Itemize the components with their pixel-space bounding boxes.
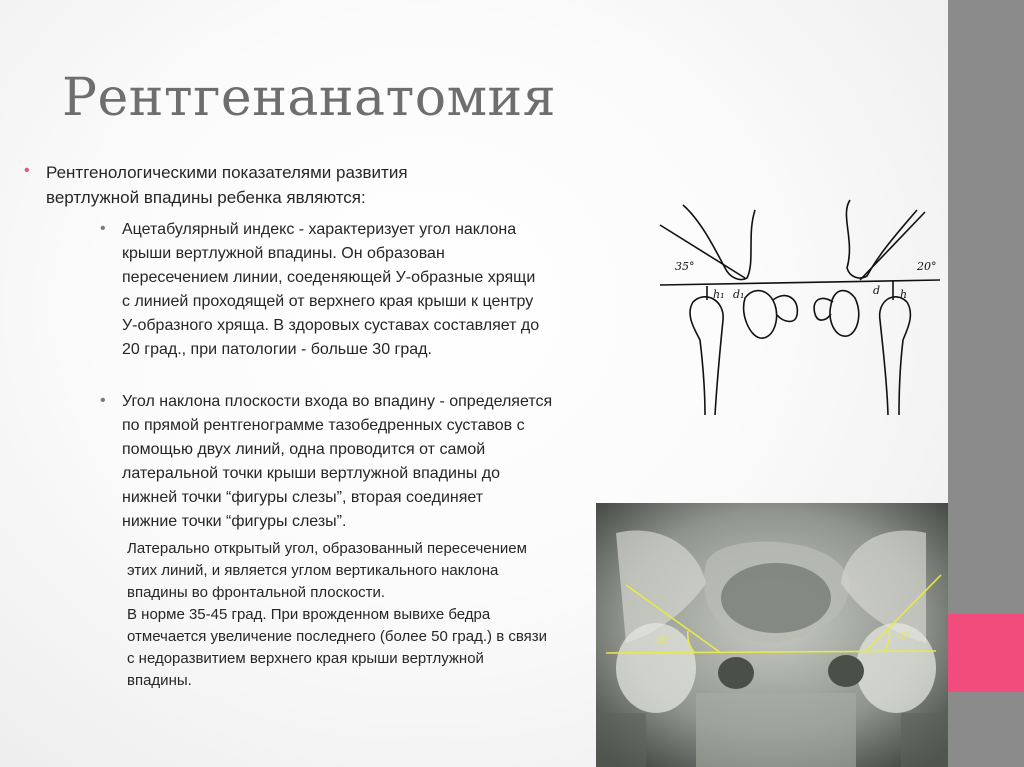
left-femur-outline bbox=[693, 297, 723, 415]
left-pubic-bone bbox=[744, 291, 777, 339]
text-line: помощью двух линий, одна проводится от самой bbox=[122, 441, 486, 458]
horizontal-reference-line bbox=[660, 280, 940, 285]
text-line: с недоразвитием верхнего края крыши вертлужной bbox=[127, 650, 484, 667]
text-line: впадины. bbox=[127, 672, 192, 689]
bullet-icon: • bbox=[24, 162, 30, 179]
text-line: пересечением линии, соеденяющей У-образные хрящи bbox=[122, 269, 536, 286]
text-line: Ацетабулярный индекс - характеризует угол наклона bbox=[122, 221, 517, 238]
sub-bullet-icon: • bbox=[100, 220, 106, 237]
paragraph-norm-values bbox=[127, 604, 632, 692]
diagram-left-angle-label: 35° bbox=[675, 260, 695, 273]
diagram-right-angle-label: 20° bbox=[917, 260, 937, 273]
text-line: нижние точки “фигуры слезы”. bbox=[122, 513, 347, 530]
right-femur-outline bbox=[880, 297, 907, 415]
text-line: крыши вертлужной впадины. Он образован bbox=[122, 245, 445, 262]
sub-bullet-inclination-angle bbox=[122, 390, 647, 534]
text-line: Угол наклона плоскости входа во впадину - определяется bbox=[122, 393, 553, 410]
xray-left-angle-label: 35° bbox=[656, 635, 670, 645]
right-femur-inner bbox=[899, 302, 910, 415]
diagram-h-label: h bbox=[900, 288, 908, 301]
diagram-d1-label: d₁ bbox=[733, 288, 745, 301]
xray-right-angle-label: 45° bbox=[896, 631, 910, 641]
main-bullet bbox=[46, 160, 546, 210]
text-line: вертлужной впадины ребенка являются: bbox=[46, 188, 366, 207]
text-line: по прямой рентгенограмме тазобедренных суставов с bbox=[122, 417, 525, 434]
right-ilium-contour bbox=[846, 200, 917, 278]
paragraph-angle-description bbox=[127, 538, 632, 604]
text-line: впадины во фронтальной плоскости. bbox=[127, 584, 386, 601]
text-line: нижней точки “фигуры слезы”, вторая соединяет bbox=[122, 489, 484, 506]
diagram-h1-label: h₁ bbox=[713, 288, 725, 301]
sub-bullet-icon: • bbox=[100, 392, 106, 409]
left-femur-inner bbox=[690, 302, 705, 415]
hip-joint-diagram bbox=[655, 190, 945, 425]
text-line: латеральной точки крыши вертлужной впадины до bbox=[122, 465, 500, 482]
text-line: отмечается увеличение последнего (более 50 град.) в связи bbox=[127, 628, 548, 645]
left-acetabular-line bbox=[660, 225, 745, 278]
diagram-d-label: d bbox=[873, 284, 881, 297]
pelvis-xray-image bbox=[596, 503, 948, 767]
right-pubic-bone bbox=[830, 291, 859, 337]
slide-title: Рентгенанатомия bbox=[62, 68, 557, 128]
sidebar-accent bbox=[948, 614, 1024, 692]
text-line: В норме 35-45 град. При врожденном вывихе бедра bbox=[127, 606, 491, 623]
text-line: Латерально открытый угол, образованный пересечением bbox=[127, 540, 527, 557]
text-line: с линией проходящей от верхнего края крыши к центру bbox=[122, 293, 534, 310]
text-line: 20 град., при патологии - больше 30 град. bbox=[122, 341, 432, 358]
text-line: этих линий, и является углом вертикального наклона bbox=[127, 562, 499, 579]
text-line: У-образного хряща. В здоровых суставах составляет до bbox=[122, 317, 540, 334]
sub-bullet-acetabular-index bbox=[122, 218, 632, 362]
text-line: Рентгенологическими показателями развития bbox=[46, 163, 408, 182]
